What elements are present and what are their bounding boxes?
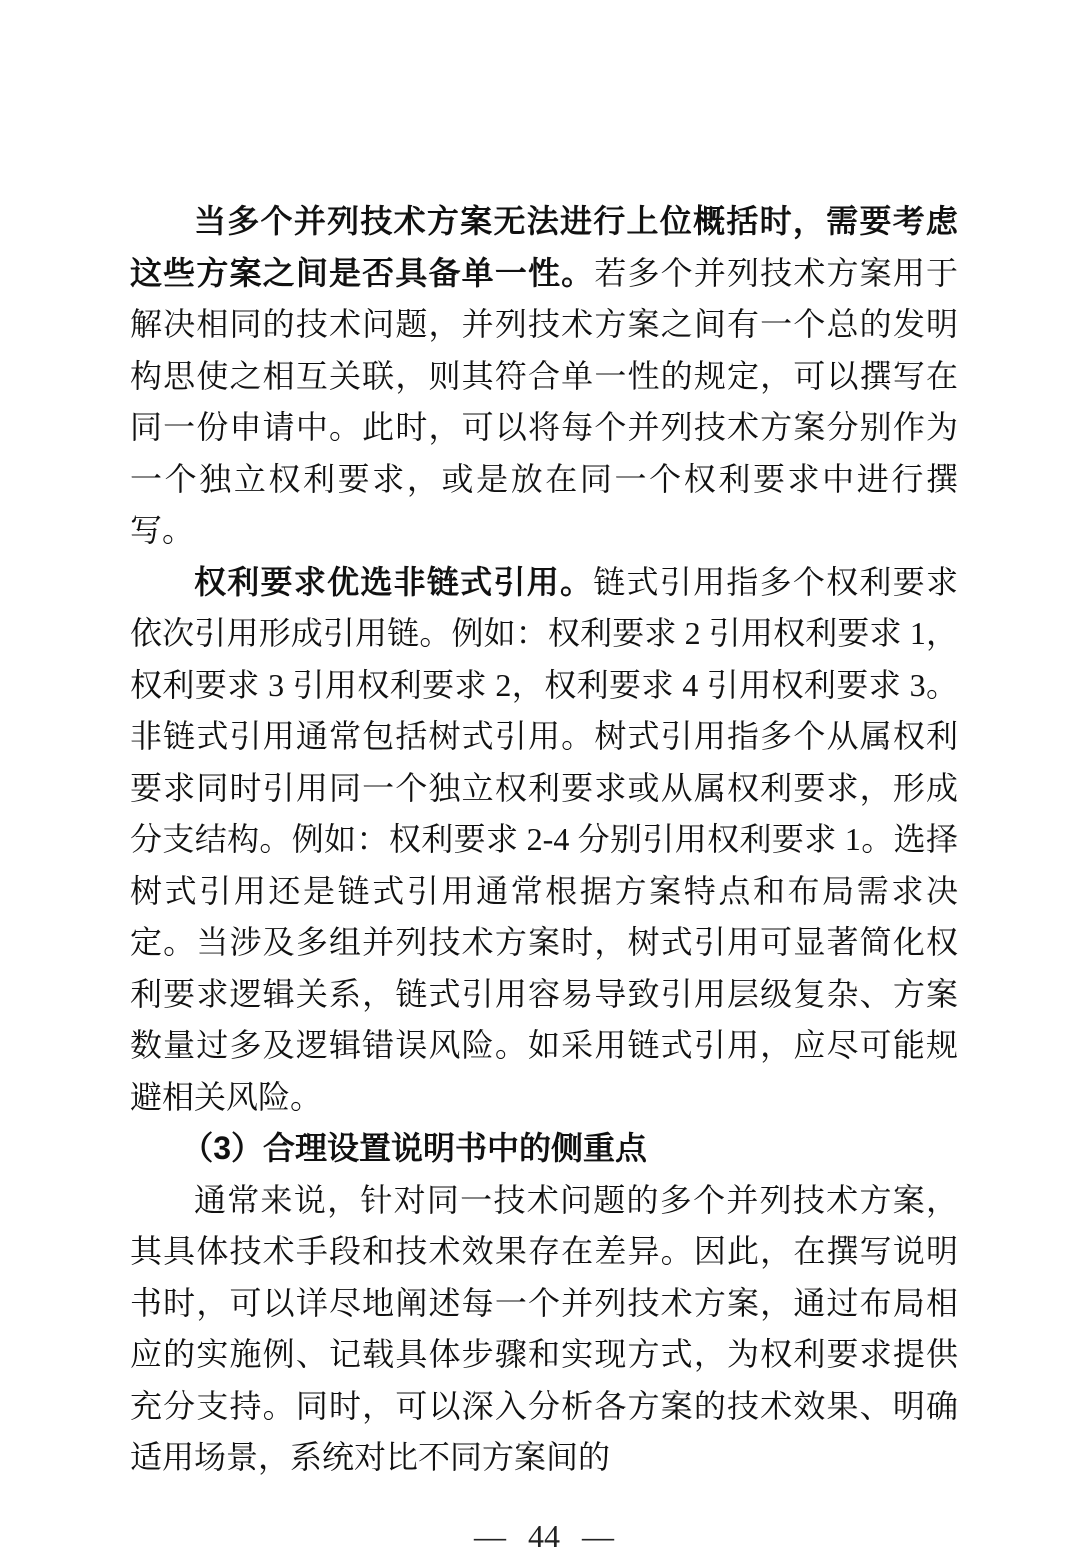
section-heading-3: （3）合理设置说明书中的侧重点 (181, 1130, 647, 1166)
paragraph-unity-bold-lead: 当多个并列技术方案无法进行上位概括时，需要考虑这些方案之间是否具备单一性。 (130, 203, 958, 291)
paragraph-specification-body-text: 通常来说，针对同一技术问题的多个并列技术方案，其具体技术手段和技术效果存在差异。因此，在撰写说明书时，可以详尽地阐述每一个并列技术方案，通过布局相应的实施例、记载具体步骤和实现方式，为权利要求提供充分支持。同时，可以深入分析各方案的技术效果、明确适用场景，系统对比不同方案间的 (130, 1181, 958, 1475)
paragraph-citation (130, 557, 958, 1124)
paragraph-unity-body-text: 若多个并列技术方案用于解决相同的技术问题，并列技术方案之间有一个总的发明构思使之相互关联，则其符合单一性的规定，可以撰写在同一份申请中。此时，可以将每个并列技术方案分别作为一个独立权利要求，或是放在同一个权利要求中进行撰写。 (130, 254, 958, 548)
paragraph-citation-body-text: 链式引用指多个权利要求依次引用形成引用链。例如：权利要求 2 引用权利要求 1，权利要求 3 引用权利要求 2，权利要求 4 引用权利要求 3。非链式引用通常包括树式引用。树式引用指多个从属权利要求同时引用同一个独立权利要求或从属权利要求，形成分支结构。例如：权利要求 2-4 分别引用权利要求 1。选择树式引用还是链式引用通常根据方案特点和布局需求决定。当涉及多组并列技术方案时，树式引用可显著简化权利要求逻辑关系，链式引用容易导致引用层级复杂、方案数量过多及逻辑错误风险。如采用链式引用，应尽可能规避相关风险。 (130, 563, 958, 1115)
paragraph-citation-bold-lead: 权利要求优选非链式引用。 (194, 563, 594, 600)
page-number: — 44 — (474, 1517, 614, 1554)
paragraph-unity (130, 196, 958, 557)
paragraph-specification (130, 1175, 958, 1484)
